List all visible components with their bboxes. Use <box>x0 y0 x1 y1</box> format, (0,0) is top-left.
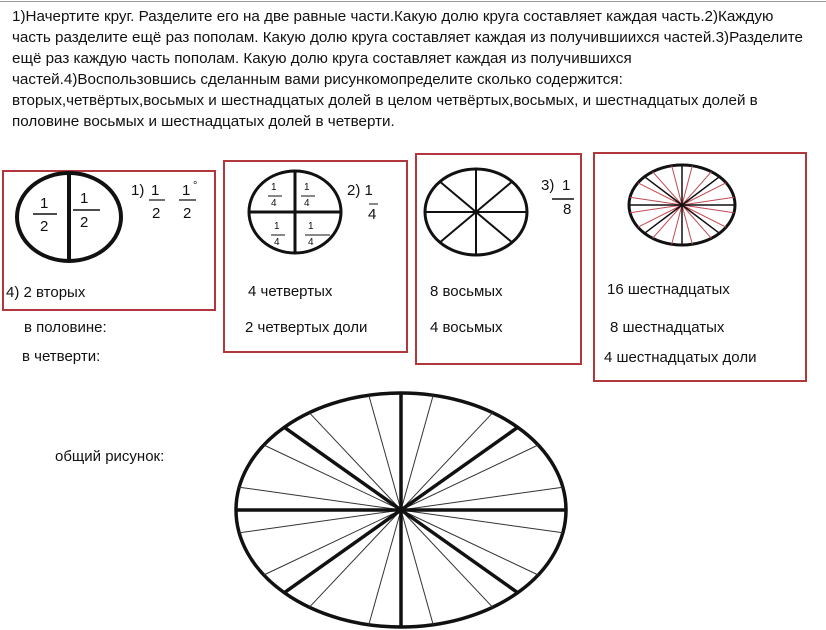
quarter-bl-den: 4 <box>274 237 280 248</box>
answer-2-den: 4 <box>368 206 377 223</box>
quarter-tr-den: 4 <box>304 198 310 209</box>
answer-1a-den: 2 <box>152 205 161 222</box>
half-right-num: 1 <box>80 190 89 207</box>
answer-1a-num: 1 <box>151 182 160 199</box>
answer-2-label: 2) 1 <box>347 182 373 199</box>
whole-quarters-count: 4 четвертых <box>248 283 333 300</box>
half-quarters-count: 2 четвертых доли <box>245 319 368 336</box>
task-text: 1)Начертите круг. Разделите его на две равные части.Какую долю круга составляет каждая часть.2)Каждую часть разделите ещё раз пополам. Какую долю круга составляет каждая из получившиихся частей.3)Разделите ещё раз каждую часть пополам. Какую долю круга составляет каждая из получившихся частей.4)Воспользовшись сделанным вами рисункомопределите сколько содержится: вторых,четвёртых,восьмых и шестнадцатых долей в целом четвёртых,восьмых, и шестнадцатых долей в половине восьмых и шестнадцатых долей в четверти. <box>12 8 803 130</box>
quarter-bl-num: 1 <box>274 221 280 232</box>
eighth-divider <box>284 510 401 593</box>
eighth-divider <box>401 510 518 593</box>
whole-halves-count: 4) 2 вторых <box>6 284 86 301</box>
answer-1b-num: 1 <box>182 182 191 199</box>
answer-3-num: 1 <box>562 177 571 194</box>
half-sixteenths-count: 8 шестнадцатых <box>610 319 725 336</box>
answer-3-den: 8 <box>563 201 572 218</box>
answer-1b-den: 2 <box>183 205 192 222</box>
answer-1-label: 1) <box>131 182 145 199</box>
row-label-quarter: в четверти: <box>22 348 101 365</box>
quarter-tr-num: 1 <box>304 182 310 193</box>
quarter-br-num: 1 <box>308 221 314 232</box>
half-right-den: 2 <box>80 214 89 231</box>
answer-3-label: 3) <box>541 177 555 194</box>
half-left-den: 2 <box>40 218 49 235</box>
whole-sixteenths-count: 16 шестнадцатых <box>607 281 730 298</box>
answer-1b-mark: ° <box>193 180 198 192</box>
quarter-tl-num: 1 <box>271 182 277 193</box>
whole-eighths-count: 8 восьмых <box>430 283 503 300</box>
eighth-divider <box>401 427 518 510</box>
row-label-half: в половине: <box>24 319 107 336</box>
quarter-sixteenths-count: 4 шестнадцатых доли <box>604 349 757 366</box>
half-left-num: 1 <box>40 195 49 212</box>
quarter-br-den: 4 <box>308 237 314 248</box>
half-eighths-count: 4 восьмых <box>430 319 503 336</box>
general-drawing-label: общий рисунок: <box>55 448 165 465</box>
eighth-divider <box>284 427 401 510</box>
quarter-tl-den: 4 <box>271 198 277 209</box>
